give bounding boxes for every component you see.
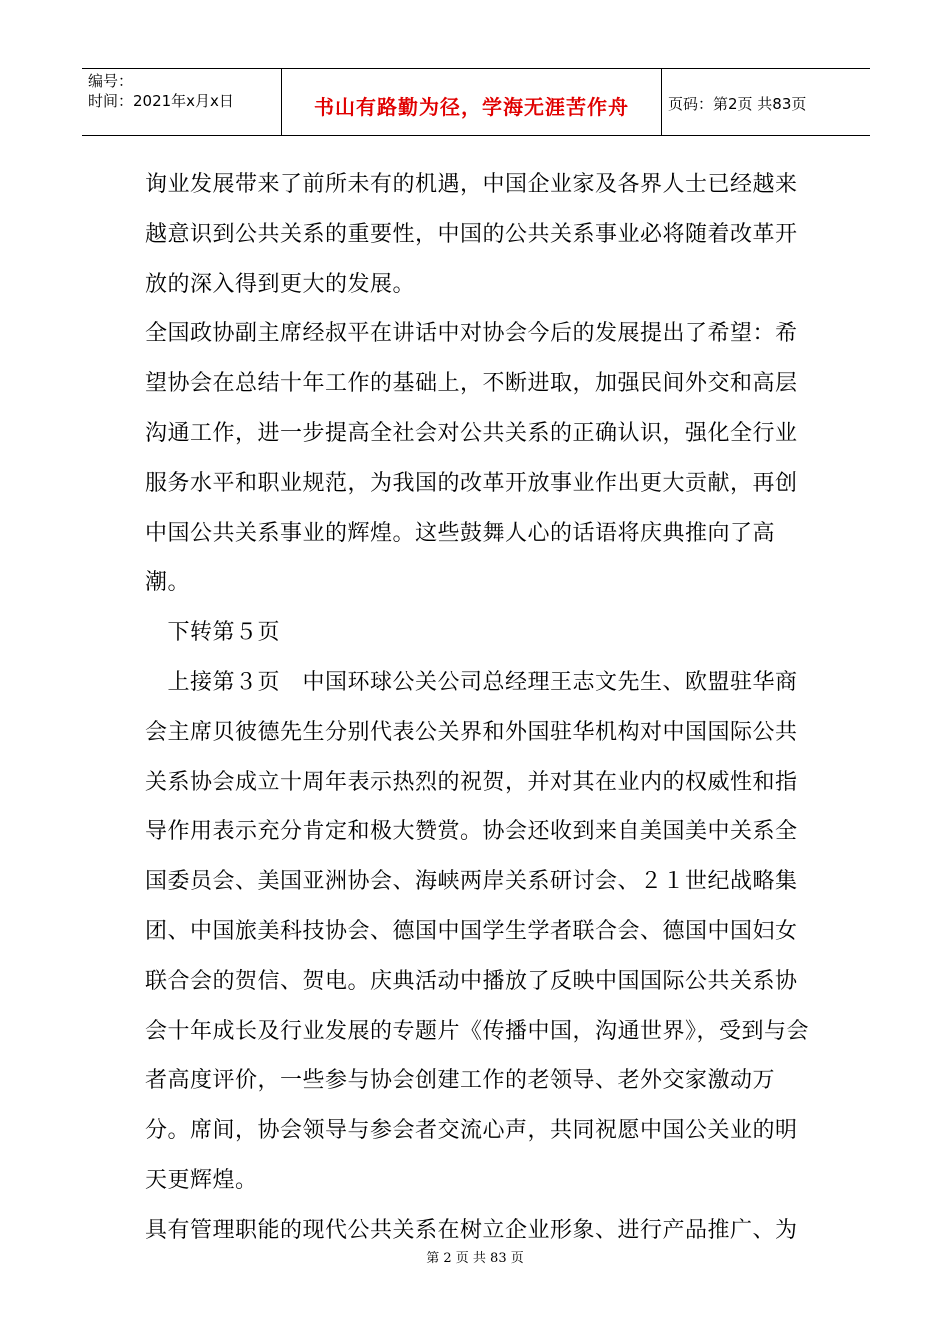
document-body	[145, 160, 810, 1256]
header-page-info	[662, 69, 870, 135]
motto-text: 书山有路勤为径，学海无涯苦作舟	[314, 95, 629, 119]
page-info-text: 页码：第2页 共83页	[668, 95, 807, 113]
time-label: 时间：2021年x月x日	[88, 92, 234, 110]
page-footer: 第 2 页 共 83 页	[426, 1251, 524, 1266]
number-label: 编号：	[88, 72, 134, 90]
header-motto	[282, 69, 662, 135]
paragraph: 下转第５页	[145, 620, 281, 646]
paragraph: 询业发展带来了前所未有的机遇，中国企业家及各界人士已经越来越意识到公共关系的重要性，中国的公共关系事业必将随着改革开放的深入得到更大的发展。	[145, 172, 798, 297]
paragraph: 上接第３页 中国环球公关公司总经理王志文先生、欧盟驻华商会主席贝彼德先生分别代表公关界和外国驻华机构对中国国际公共关系协会成立十周年表示热烈的祝贺，并对其在业内的权威性和指导作用表示充分肯定和极大赞赏。协会还收到来自美国美中关系全国委员会、美国亚洲协会、海峡两岸关系研讨会、２１世纪战略集团、中国旅美科技协会、德国中国学生学者联合会、德国中国妇女联合会的贺信、贺电。庆典活动中播放了反映中国国际公共关系协会十年成长及行业发展的专题片《传播中国，沟通世界》，受到与会者高度评价，一些参与协会创建工作的老领导、老外交家激动万分。席间，协会领导与参会者交流心声，共同祝愿中国公关业的明天更辉煌。	[145, 669, 810, 1193]
paragraph: 全国政协副主席经叔平在讲话中对协会今后的发展提出了希望：希望协会在总结十年工作的基础上，不断进取，加强民间外交和高层沟通工作，进一步提高全社会对公共关系的正确认识，强化全行业服务水平和职业规范，为我国的改革开放事业作出更大贡献，再创中国公共关系事业的辉煌。这些鼓舞人心的话语将庆典推向了高潮。	[145, 321, 798, 596]
page-header	[82, 68, 870, 136]
header-meta	[82, 69, 282, 135]
paragraph: 具有管理职能的现代公共关系在树立企业形象、进行产品推广、为	[145, 1217, 798, 1243]
